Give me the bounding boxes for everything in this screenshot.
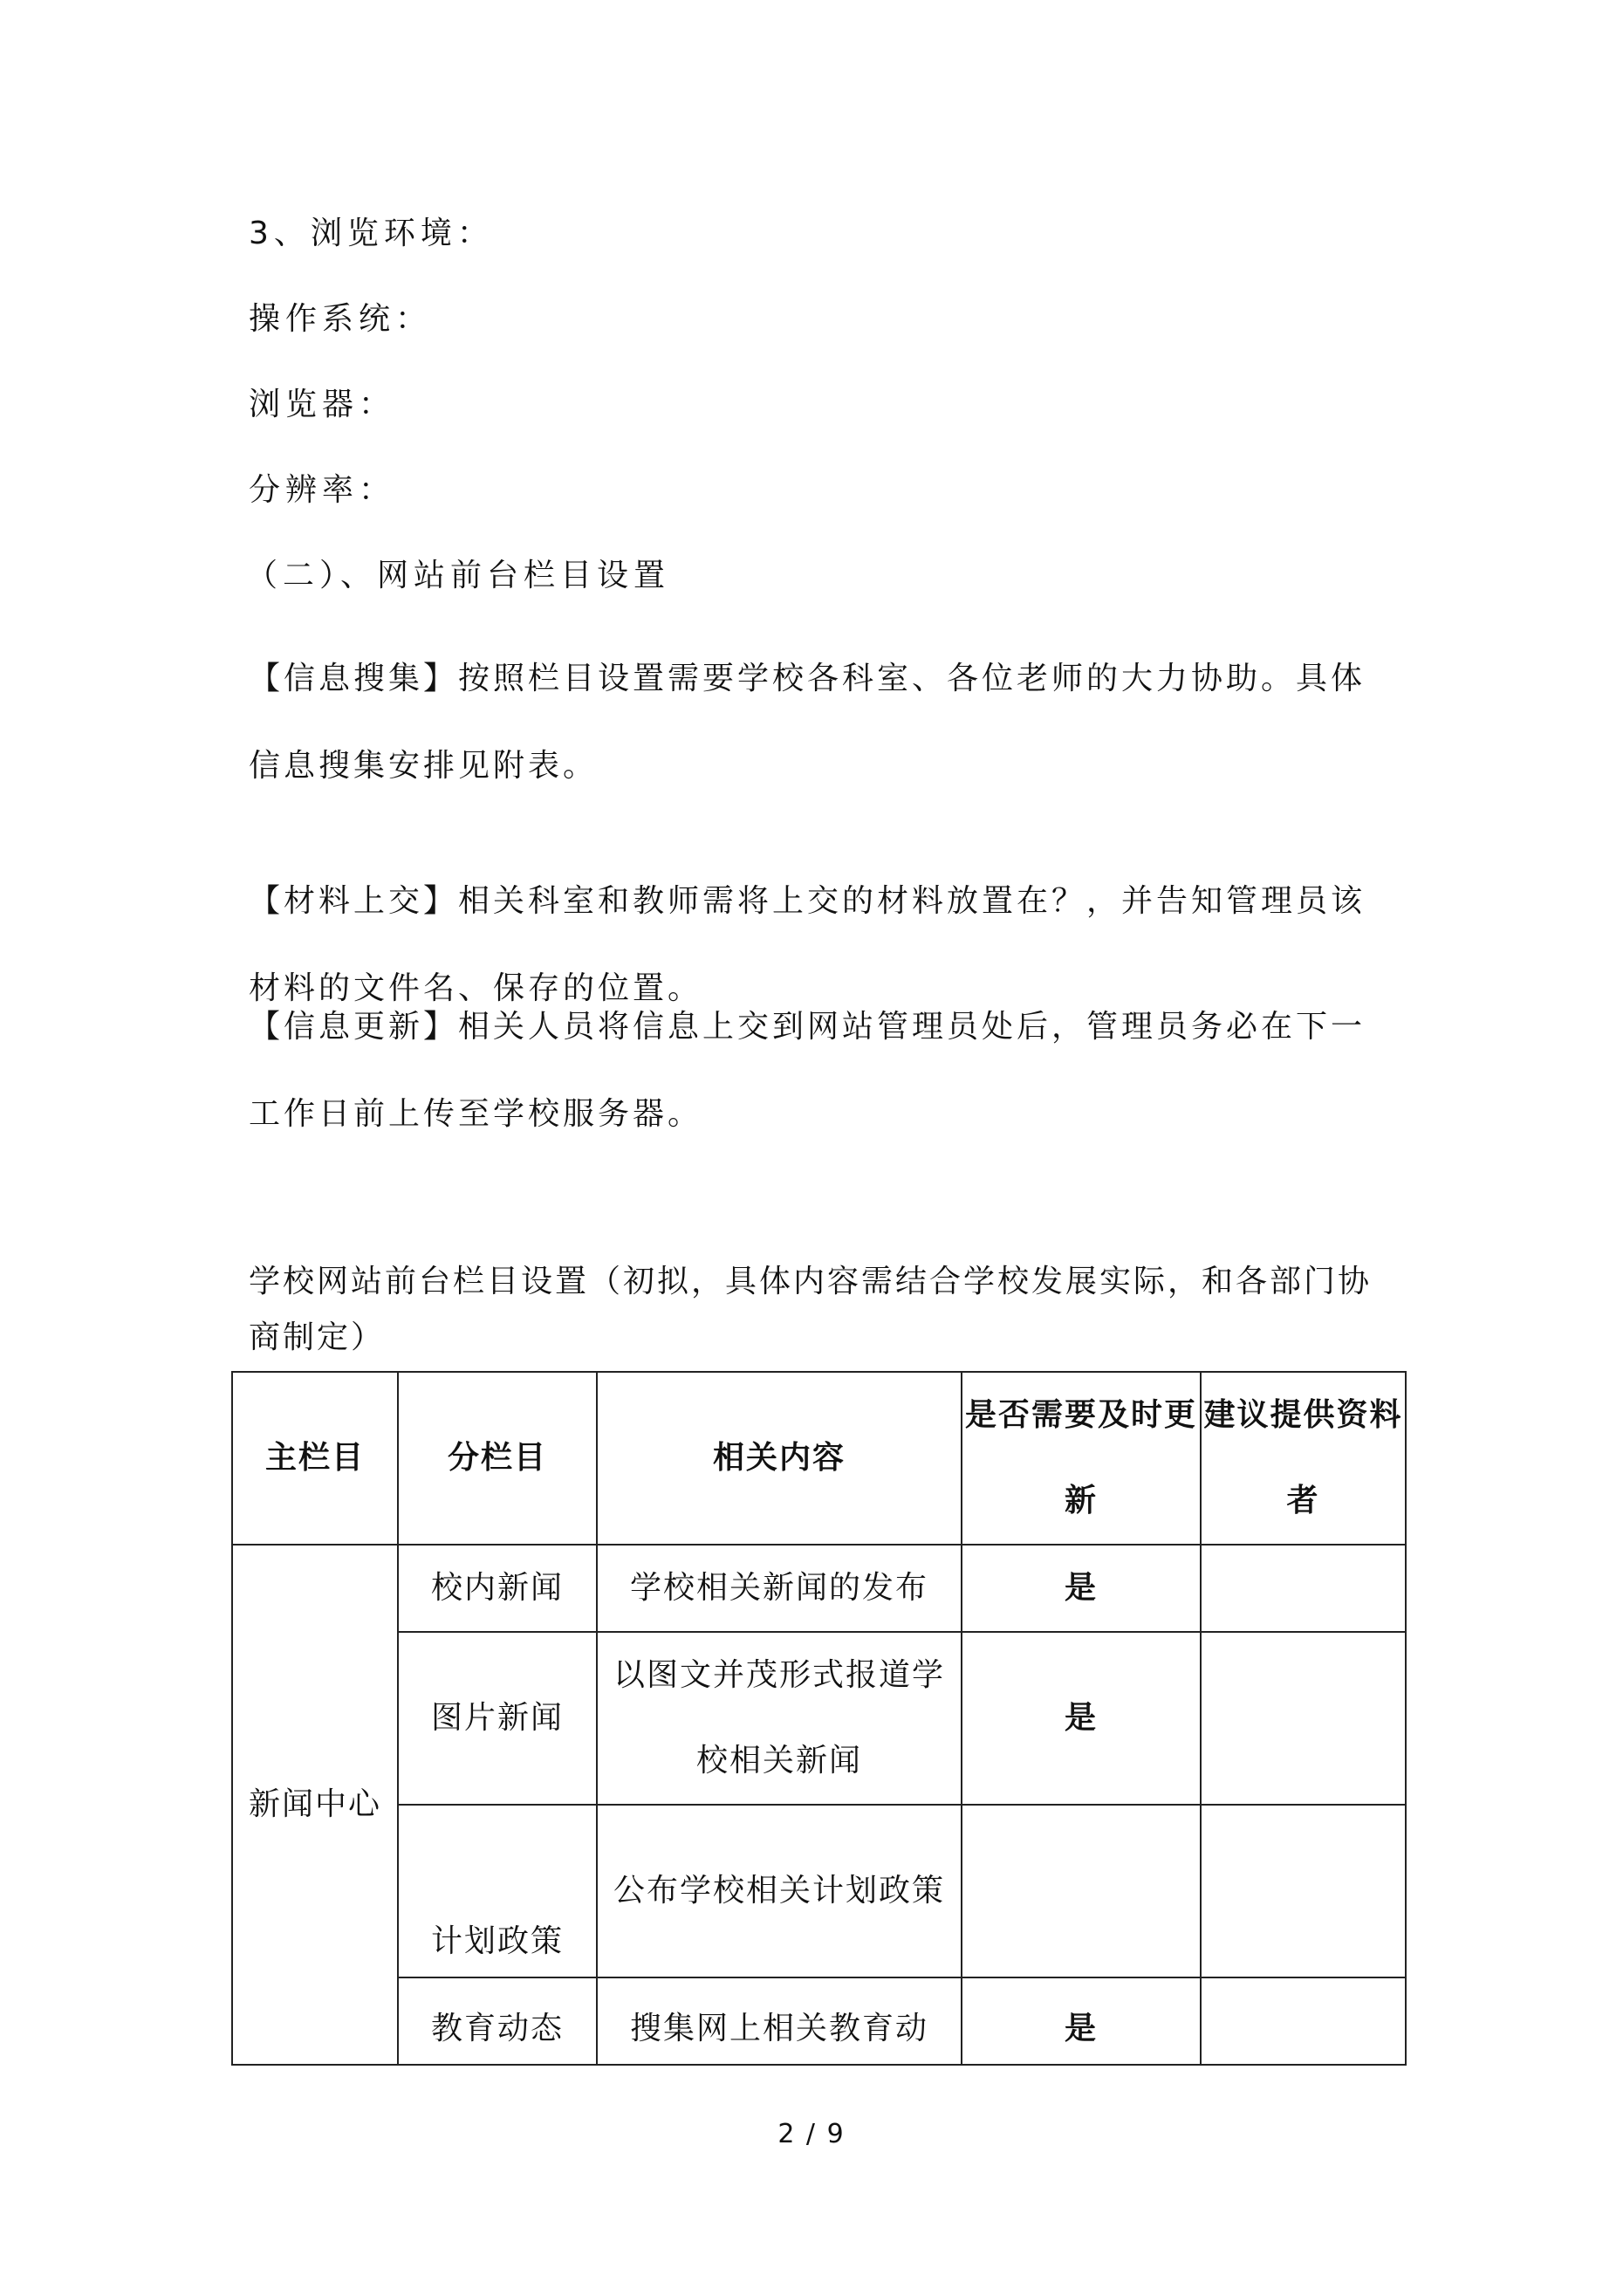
browser-label: 浏览器： [249, 387, 396, 422]
note-info-update [249, 984, 1392, 1158]
header-main-column: 主栏目 [232, 1372, 398, 1545]
browse-env-heading: 3、浏览环境： [249, 216, 494, 251]
table-row [232, 1977, 1406, 2065]
table-row [232, 1545, 1406, 1632]
note-tag: 【信息搜集】 [249, 661, 459, 696]
table-header-row [232, 1372, 1406, 1545]
table-row [232, 1632, 1406, 1805]
table-row [232, 1805, 1406, 1977]
page-number: 2 / 9 [777, 2119, 846, 2149]
provider-cell [1201, 1545, 1406, 1632]
os-label: 操作系统： [249, 301, 433, 337]
section-title: （二）、网站前台栏目设置 [246, 558, 671, 593]
sub-column-cell: 教育动态 [398, 1977, 597, 2065]
column-settings-table [231, 1371, 1407, 2066]
sub-column-cell: 图片新闻 [398, 1632, 597, 1805]
update-cell: 是 [962, 1977, 1201, 2065]
note-tag: 【材料上交】 [249, 883, 459, 919]
content-cell: 搜集网上相关教育动 [597, 1977, 962, 2065]
content-cell: 学校相关新闻的发布 [597, 1545, 962, 1632]
main-column-cell: 新闻中心 [232, 1545, 398, 2065]
header-needs-update: 是否需要及时更新 [962, 1372, 1201, 1545]
update-cell: 是 [962, 1632, 1201, 1805]
resolution-label: 分辨率： [249, 472, 396, 508]
provider-cell [1201, 1977, 1406, 2065]
content-cell: 公布学校相关计划政策 [597, 1805, 962, 1977]
note-info-collect [249, 635, 1392, 810]
provider-cell [1201, 1632, 1406, 1805]
header-sub-column: 分栏目 [398, 1372, 597, 1545]
table-caption: 学校网站前台栏目设置（初拟，具体内容需结合学校发展实际，和各部门协商制定） [249, 1264, 1373, 1355]
provider-cell [1201, 1805, 1406, 1977]
note-tag: 【信息更新】 [249, 1009, 459, 1045]
update-cell: 是 [962, 1545, 1201, 1632]
note-text: 相关科室和教师需将上交的材料放置在？，并告知管理员该材料的文件名、保存的位置。 [249, 883, 1366, 1006]
header-content: 相关内容 [597, 1372, 962, 1545]
note-text: 按照栏目设置需要学校各科室、各位老师的大力协助。具体信息搜集安排见附表。 [249, 661, 1366, 784]
sub-column-cell: 计划政策 [398, 1805, 597, 1977]
content-cell: 以图文并茂形式报道学校相关新闻 [597, 1632, 962, 1805]
update-cell [962, 1805, 1201, 1977]
sub-column-cell: 校内新闻 [398, 1545, 597, 1632]
note-text: 相关人员将信息上交到网站管理员处后，管理员务必在下一工作日前上传至学校服务器。 [249, 1009, 1366, 1132]
header-provider: 建议提供资料者 [1201, 1372, 1406, 1545]
